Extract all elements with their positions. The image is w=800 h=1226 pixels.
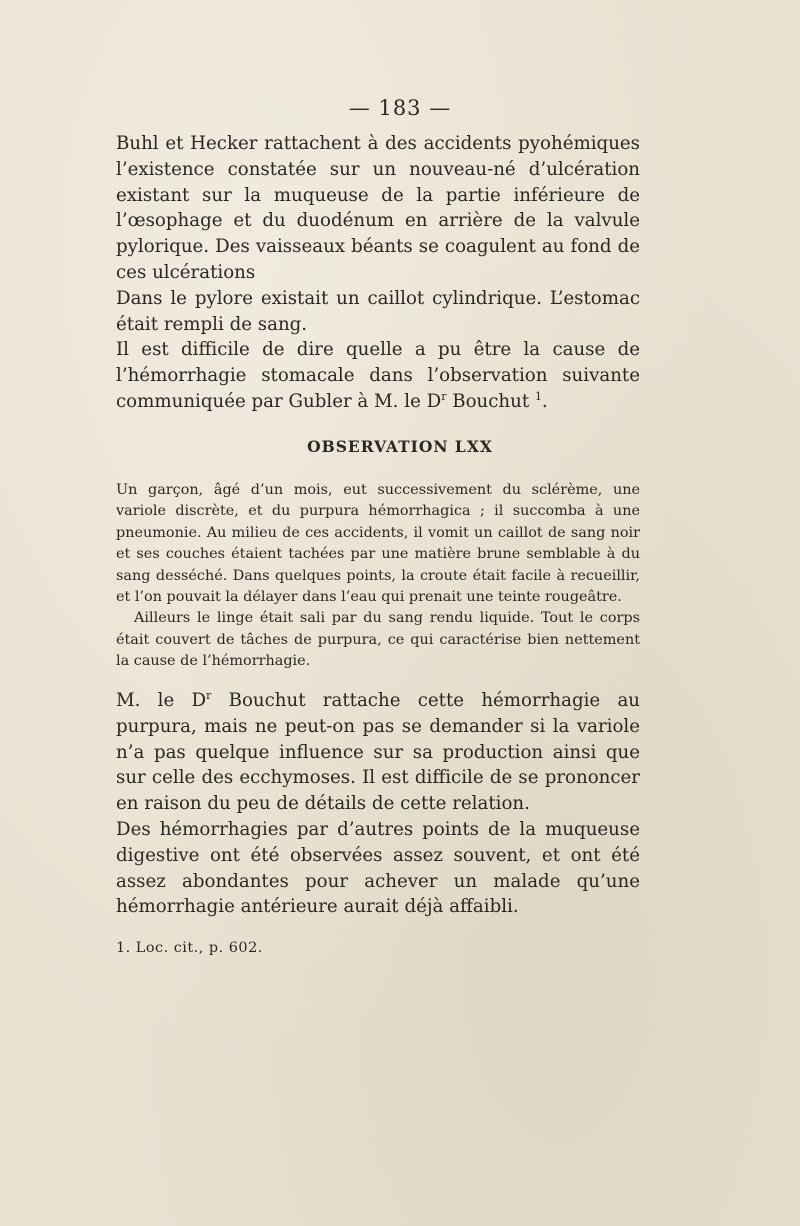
paragraph: Ailleurs le linge était sali par du sang rendu liquide. Tout le corps était couvert de tâches de purpura, ce qui caractérise bien nettement la cause de l’hémorrhagie. xyxy=(116,610,640,670)
main-text-section-2 xyxy=(116,688,640,920)
paragraph xyxy=(116,337,640,414)
paragraph: Buhl et Hecker rattachent à des accidents pyohémiques l’existence constatée sur un nouveau-né d’ulcération existant sur la muqueuse de la partie inférieure de l’œsophage et du duodénum en arrière de la valvule pylorique. Des vaisseaux béants se coagulent au fond de ces ulcérations xyxy=(116,133,640,283)
superscript: r xyxy=(441,389,447,403)
paragraph-text: Bouchut xyxy=(446,390,535,412)
main-text-section-1 xyxy=(116,131,640,415)
observation-text xyxy=(116,480,640,673)
observation-heading: OBSERVATION LXX xyxy=(307,437,493,456)
paragraph-text: . xyxy=(541,390,548,412)
superscript: r xyxy=(206,688,212,702)
paragraph-text: Il est difficile de dire quelle a pu être la cause de l’hémorrhagie stomacale dans l’observation suivante communiquée par Gubler à M. le D xyxy=(116,339,640,412)
footnote-reference: 1 xyxy=(534,389,542,403)
paragraph: Dans le pylore existait un caillot cylindrique. L’estomac était rempli de sang. xyxy=(116,287,640,335)
page-number: — 183 — xyxy=(348,96,452,120)
paragraph-text: M. le D xyxy=(116,690,207,711)
paragraph: Des hémorrhagies par d’autres points de la muqueuse digestive ont été observées assez souvent, et ont été assez abondantes pour achever un malade qu’une hémorrhagie antérieure aurait déjà affaibli. xyxy=(116,818,640,918)
paragraph-text: Bouchut rattache cette hémorrhagie au purpura, mais ne peut-on pas se demander si la variole n’a pas quelque influence sur sa production ainsi que sur celle des ecchymoses. Il est difficile de se prononcer en raison du peu de détails de cette relation. xyxy=(116,690,640,815)
paragraph xyxy=(116,688,640,817)
footnote: 1. Loc. cit., p. 602. xyxy=(116,940,263,956)
paragraph: Un garçon, âgé d’un mois, eut successivement du sclérème, une variole discrète, et du purpura hémorrhagica ; il succomba à une pneumonie. Au milieu de ces accidents, il vomit un caillot de sang noir et ses couches étaient tachées par une matière brune semblable à du sang desséché. Dans quelques points, la croute était facile à recueillir, et l’on pouvait la délayer dans l’eau qui prenait une teinte rougeâtre. xyxy=(116,482,640,606)
